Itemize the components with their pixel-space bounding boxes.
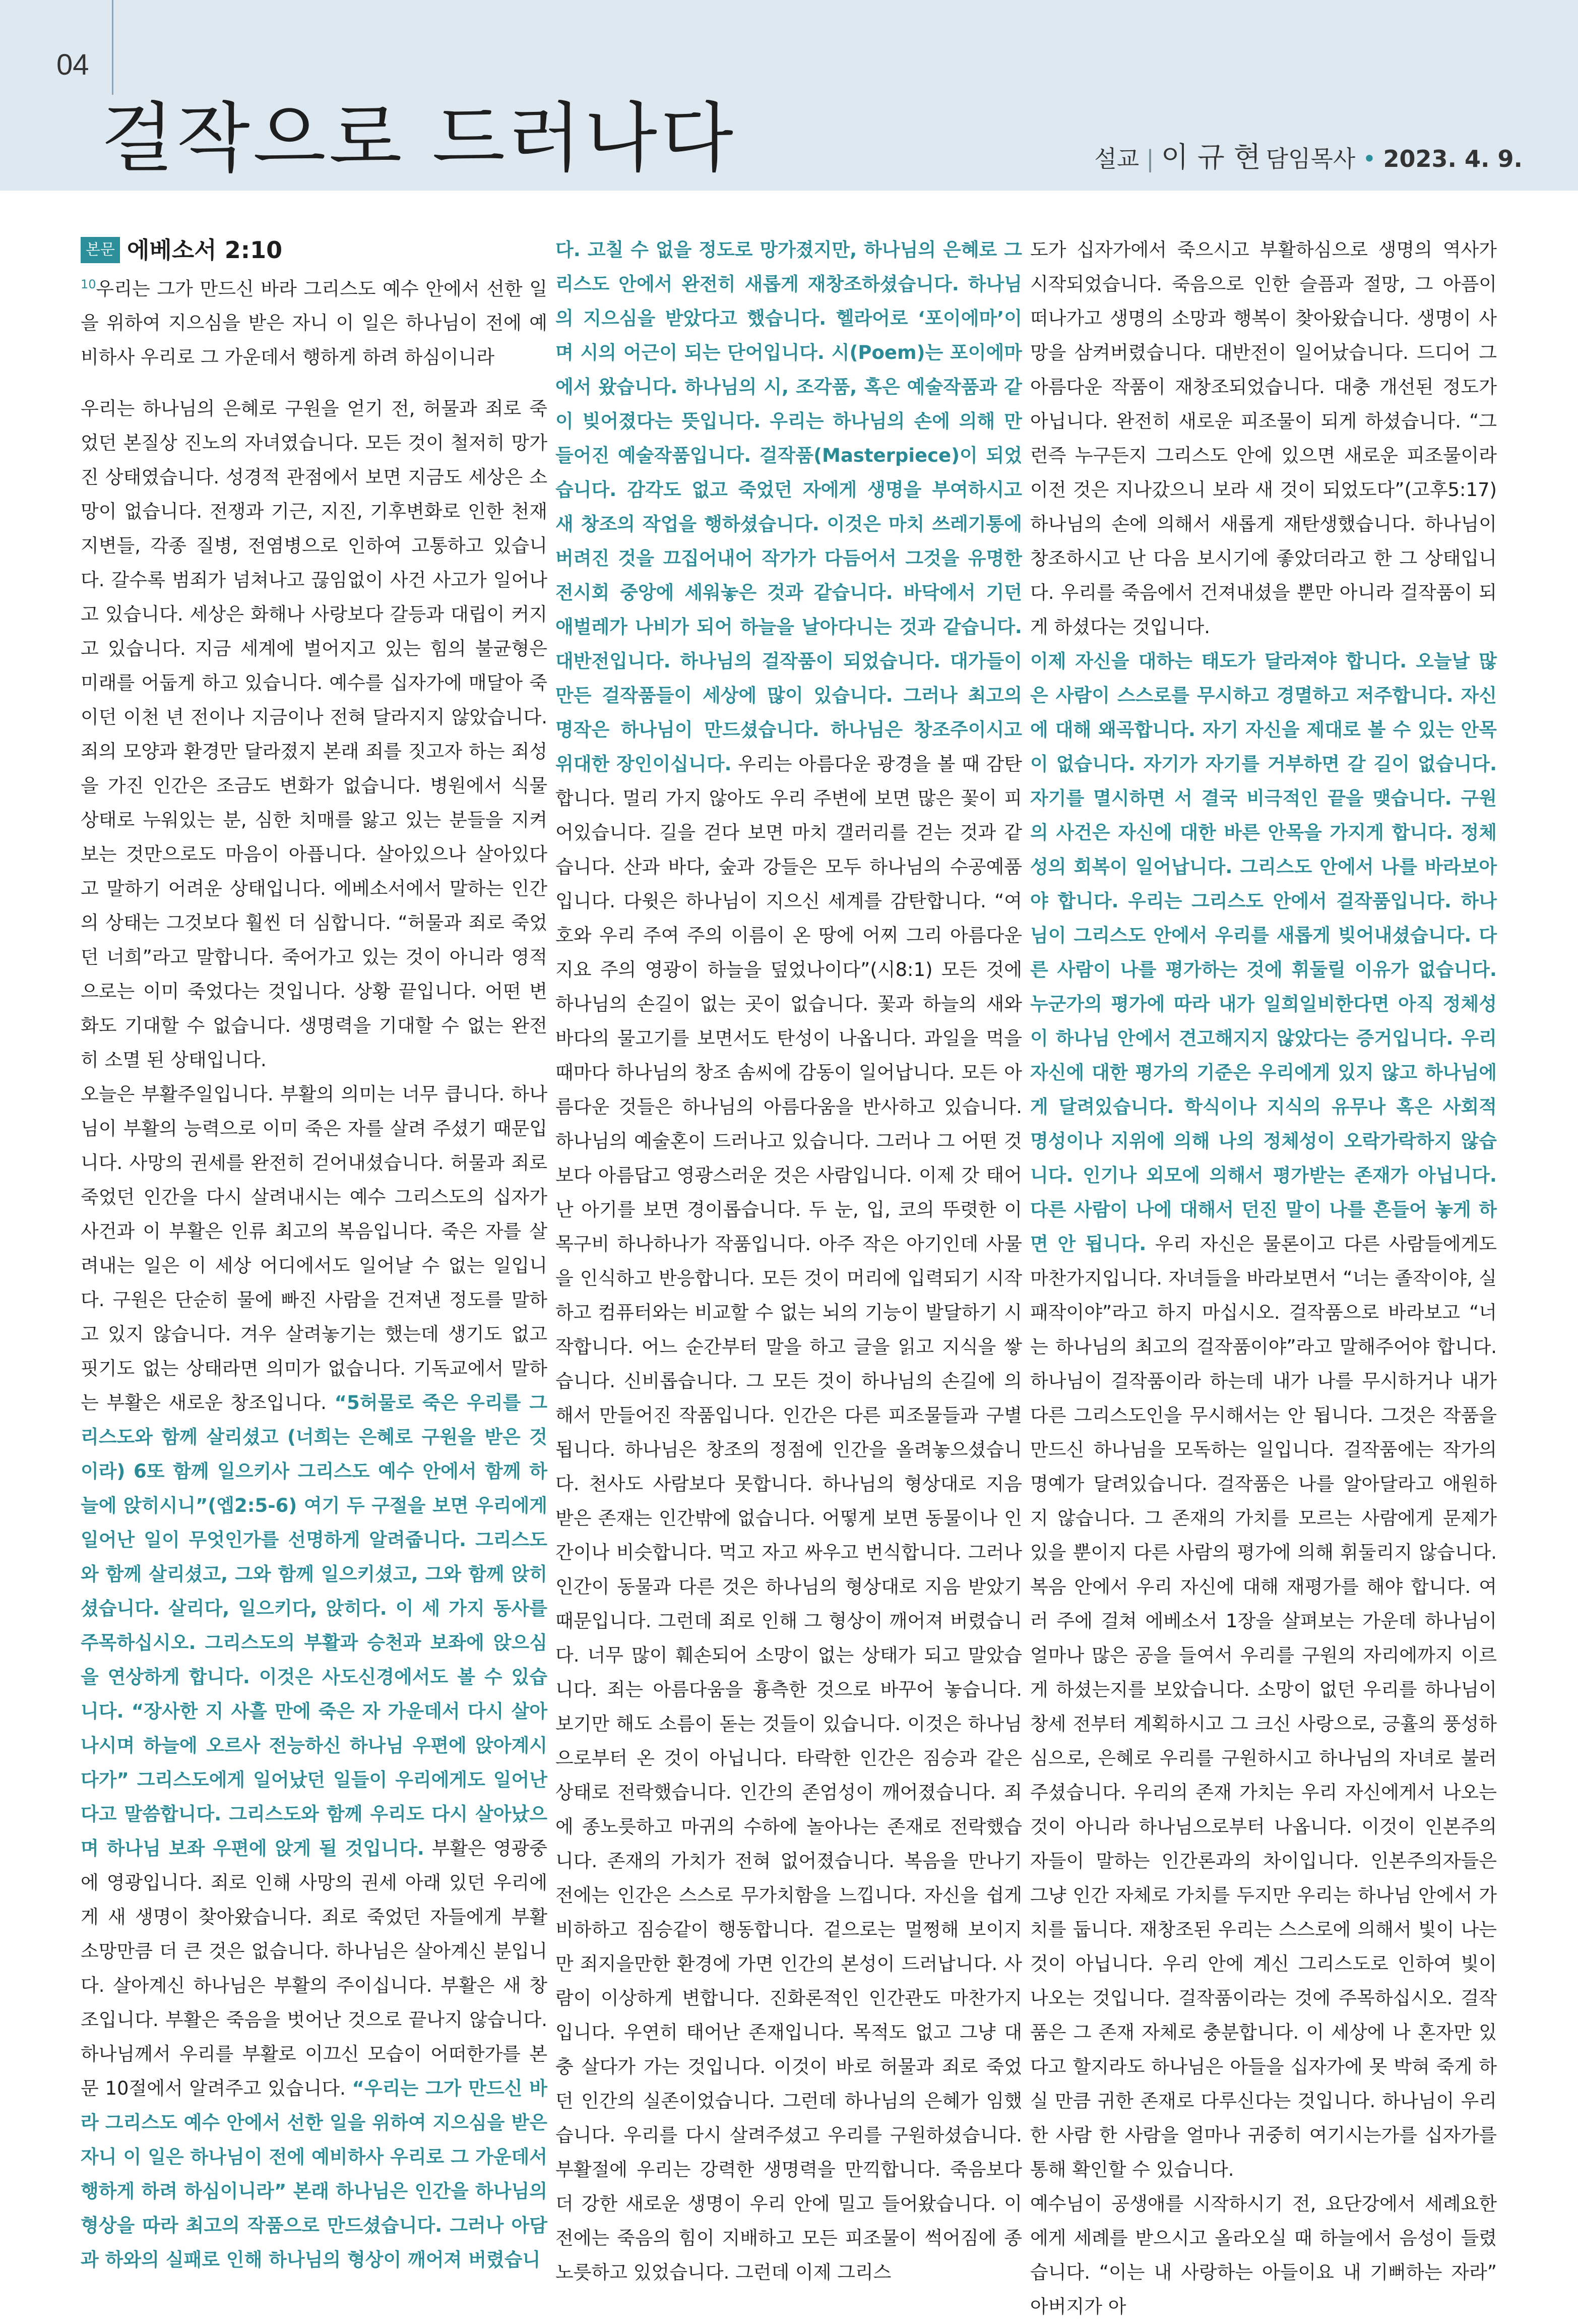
byline-separator: | (1146, 145, 1154, 172)
paragraph: 우리는 하나님의 은혜로 구원을 얻기 전, 허물과 죄로 죽었던 본질상 진노의 자녀였습니다. 모든 것이 철저히 망가진 상태였습니다. 성경적 관점에서 보면 지금도 세상은 소망이 없습니다. 전쟁과 기근, 지진, 기후변화로 인한 천재지변들, 각종 질병, 전염병으로 인하여 고통하고 있습니다. 갈수록 범죄가 넘쳐나고 끊임없이 사건 사고가 일어나고 있습니다. 세상은 화해나 사랑보다 갈등과 대립이 커지고 있습니다. 지금 세계에 벌어지고 있는 힘의 불균형은 미래를 어둡게 하고 있습니다. 예수를 십자가에 매달아 죽이던 이천 년 전이나 지금이나 전혀 달라지지 않았습니다. 죄의 모양과 환경만 달라졌지 본래 죄를 짓고자 하는 죄성을 가진 인간은 조금도 변화가 없습니다. 병원에서 식물 상태로 누워있는 분, 심한 치매를 앓고 있는 분들을 지켜보는 것만으로도 마음이 아픕니다. 살아있으나 살아있다고 말하기 어려운 상태입니다. 에베소서에서 말하는 인간의 상태는 그것보다 훨씬 더 심합니다. “허물과 죄로 죽었던 너희”라고 말합니다. 죽어가고 있는 것이 아니라 영적으로는 이미 죽었다는 것입니다. 상황 끝입니다. 어떤 변화도 기대할 수 없습니다. 생명력을 기대할 수 없는 완전히 소멸 된 상태입니다. (81, 398, 547, 1071)
byline-role: 설교 (1094, 145, 1140, 172)
scripture-tag: 본문 (81, 237, 120, 263)
highlight-text: 이제 자신을 대하는 태도가 달라져야 합니다. 오늘날 많은 사람이 스스로를 무시하고 경멸하고 저주합니다. 자신에 대해 왜곡합니다. 자기 자신을 제대로 볼 수 있는 안목이 없습니다. 자기가 자기를 거부하면 갈 길이 없습니다. 자기를 멸시하면 서 결국 비극적인 끝을 맺습니다. 구원의 사건은 자신에 대한 바른 안목을 가지게 합니다. 정체성의 회복이 일어납니다. 그리스도 안에서 나를 바라보아야 합니다. 우리는 그리스도 안에서 걸작품입니다. 하나님이 그리스도 안에서 우리를 새롭게 빚어내셨습니다. 다른 사람이 나를 평가하는 것에 휘둘릴 이유가 없습니다. 누군가의 평가에 따라 내가 일희일비한다면 아직 정체성이 하나님 안에서 견고해지지 않았다는 증거입니다. 우리 자신에 대한 평가의 기준은 우리에게 있지 않고 하나님에게 달려있습니다. 학식이나 지식의 유무나 혹은 사회적 명성이나 지위에 의해 나의 정체성이 오락가락하지 않습니다. 인기나 외모에 의해서 평가받는 존재가 아닙니다. 다른 사람이 나에 대해서 던진 말이 나를 흔들어 놓게 하면 안 됩니다. (1030, 650, 1497, 1255)
column-3 (1030, 233, 1497, 2324)
byline-dot: • (1362, 145, 1376, 172)
page-number: 04 (56, 48, 89, 81)
header-divider (112, 0, 113, 95)
scripture-text (81, 267, 547, 375)
highlight-text: (엡2:5-6) 여기 두 구절을 보면 우리에게 일어난 일이 무엇인가를 선명하게 알려줍니다. 그리스도와 함께 살리셨고, 그와 함께 일으키셨고, 그와 함께 앉히셨습니다. 살리다, 일으키다, 앉히다. 이 세 가지 동사를 주목하십시오. 그리스도의 부활과 승천과 보좌에 앉으심을 연상하게 합니다. 이것은 사도신경에서도 볼 수 있습니다. “장사한 지 사흘 만에 죽은 자 가운데서 다시 살아나시며 하늘에 오르사 전능하신 하나님 우편에 앉아계시다가” 그리스도에게 일어났던 일들이 우리에게도 일어난다고 말씀합니다. 그리스도와 함께 우리도 다시 살아났으며 하나님 보좌 우편에 앉게 될 것입니다. (81, 1495, 548, 1860)
scripture-reference: 에베소서 2:10 (127, 236, 283, 264)
highlight-quote: “우리는 그가 만드신 바라 그리스도 예수 안에서 선한 일을 위하여 지으심을 받은 자니 이 일은 하나님이 전에 예비하사 우리로 그 가운데서 행하게 하려 하심이니라” 본래 하나님은 인간을 하나님의 형상을 따라 최고의 작품으로 만드셨습니다. 그러나 아담과 하와의 실패로 인해 하나님의 형상이 깨어져 버렸습니 (81, 2077, 547, 2271)
sermon-byline (1094, 135, 1523, 175)
column-2 (555, 233, 1022, 2324)
verse-text: 우리는 그가 만드신 바라 그리스도 예수 안에서 선한 일을 위하여 지으심을 받은 자니 이 일은 하나님이 전에 예비하사 우리로 그 가운데서 행하게 하려 하심이니라 (81, 278, 547, 369)
page-title: 걸작으로 드러나다 (101, 95, 736, 182)
text-run: 우리는 아름다운 광경을 볼 때 감탄합니다. 멀리 가지 않아도 우리 주변에 보면 많은 꽃이 피어있습니다. 길을 걷다 보면 마치 갤러리를 걷는 것과 같습니다. 산과 바다, 숲과 강들은 모두 하나님의 수공예품입니다. 다윗은 하나님이 지으신 세계를 감탄합니다. “여호와 우리 주여 주의 이름이 온 땅에 어찌 그리 아름다운지요 주의 영광이 하늘을 덮었나이다”(시8:1) 모든 것에 하나님의 손길이 없는 곳이 없습니다. 꽃과 하늘의 새와 바다의 물고기를 보면서도 탄성이 나옵니다. 과일을 먹을 때마다 하나님의 창조 솜씨에 감동이 일어납니다. 모든 아름다운 것들은 하나님의 아름다움을 반사하고 있습니다. 하나님의 예술혼이 드러나고 있습니다. 그러나 그 어떤 것보다 아름답고 영광스러운 것은 사람입니다. 이제 갓 태어난 아기를 보면 경이롭습니다. 두 눈, 입, 코의 뚜렷한 이목구비 하나하나가 작품입니다. 아주 작은 아기인데 사물을 인식하고 반응합니다. 모든 것이 머리에 입력되기 시작하고 컴퓨터와는 비교할 수 없는 뇌의 기능이 발달하기 시작합니다. 어느 순간부터 말을 하고 글을 읽고 지식을 쌓습니다. 신비롭습니다. 그 모든 것이 하나님의 손길에 의해서 만들어진 작품입니다. 인간은 다른 피조물들과 구별됩니다. 하나님은 창조의 정점에 인간을 올려놓으셨습니다. 천사도 사람보다 못합니다. 하나님의 형상대로 지음 받은 존재는 인간밖에 없습니다. 어떻게 보면 동물이나 인간이나 비슷합니다. 먹고 자고 싸우고 번식합니다. 그러나 인간이 동물과 다른 것은 하나님의 형상대로 지음 받았기 때문입니다. 그런데 죄로 인해 그 형상이 깨어져 버렸습니다. 너무 많이 훼손되어 소망이 없는 상태가 되고 말았습니다. 죄는 아름다움을 흉측한 것으로 바꾸어 놓습니다. 보기만 해도 소름이 돋는 것들이 있습니다. 이것은 하나님으로부터 온 것이 아닙니다. 타락한 인간은 짐승과 같은 상태로 전락했습니다. 인간의 존엄성이 깨어졌습니다. 죄에 종노릇하고 마귀의 수하에 놀아나는 존재로 전락했습니다. 존재의 가치가 전혀 없어졌습니다. 복음을 만나기 전에는 인간은 스스로 무가치함을 느낍니다. 자신을 쉽게 비하하고 짐승같이 행동합니다. 겉으로는 멀쩡해 보이지만 죄지을만한 환경에 가면 인간의 본성이 드러납니다. 사람이 이상하게 변합니다. 진화론적인 인간관도 마찬가지입니다. 우연히 태어난 존재입니다. 목적도 없고 그냥 대충 살다가 가는 것입니다. 이것이 바로 허물과 죄로 죽었던 인간의 실존이었습니다. 그런데 하나님의 은혜가 임했습니다. 우리를 다시 살려주셨고 우리를 구원하셨습니다. 부활절에 우리는 강력한 생명력을 만끽합니다. 죽음보다 더 강한 새로운 생명이 우리 안에 밀고 들어왔습니다. 이전에는 죽음의 힘이 지배하고 모든 피조물이 썩어짐에 종노릇하고 있었습니다. 그런데 이제 그리스 (555, 753, 1022, 2283)
scripture-heading (81, 233, 547, 267)
sermon-date: 2023. 4. 9. (1383, 145, 1523, 172)
preacher-name: 이 규 현 (1161, 141, 1261, 174)
text-run: 부활은 영광중에 영광입니다. 죄로 인해 사망의 권세 아래 있던 우리에게 새 생명이 찾아왔습니다. 죄로 죽었던 자들에게 부활 소망만큼 더 큰 것은 없습니다. 하나님은 살아계신 분입니다. 살아계신 하나님은 부활의 주이십니다. 부활은 새 창조입니다. 부활은 죽음을 벗어난 것으로 끝나지 않습니다. 하나님께서 우리를 부활로 이끄신 모습이 어떠한가를 본문 10절에서 알려주고 있습니다. (81, 1838, 547, 2100)
highlight-quote: “5허물로 죽은 우리를 그리스도와 함께 살리셨고 (너희는 은혜로 구원을 받은 것이라) 6또 함께 일으키사 그리스도 예수 안에서 함께 하늘에 앉히시니” (81, 1392, 547, 1517)
paragraph (81, 1077, 547, 2277)
paragraph: 예수님이 공생애를 시작하시기 전, 요단강에서 세례요한에게 세례를 받으시고 올라오실 때 하늘에서 음성이 들렸습니다. “이는 내 사랑하는 아들이요 내 기뻐하는 자라” 아버지가 아 (1030, 2193, 1497, 2317)
preacher-title: 담임목사 (1266, 145, 1356, 172)
text-run: 오늘은 부활주일입니다. 부활의 의미는 너무 큽니다. 하나님이 부활의 능력으로 이미 죽은 자를 살려 주셨기 때문입니다. 사망의 권세를 완전히 걷어내셨습니다. 허물과 죄로 죽었던 인간을 다시 살려내시는 예수 그리스도의 십자가 사건과 이 부활은 인류 최고의 복음입니다. 죽은 자를 살려내는 일은 이 세상 어디에서도 일어날 수 없는 일입니다. 구원은 단순히 물에 빠진 사람을 건져낸 정도를 말하고 있지 않습니다. 겨우 살려놓기는 했는데 생기도 없고 핏기도 없는 상태라면 의미가 없습니다. 기독교에서 말하는 부활은 새로운 창조입니다. (81, 1083, 547, 1414)
highlight-text: 다. 고칠 수 없을 정도로 망가졌지만, 하나님의 은혜로 그리스도 안에서 완전히 새롭게 재창조하셨습니다. 하나님의 지으심을 받았다고 했습니다. 헬라어로 ‘포이에마’이며 시의 어근이 되는 단어입니다. 시(Poem)는 포이에마에서 왔습니다. 하나님의 시, 조각품, 혹은 예술작품과 같이 빚어졌다는 뜻입니다. 우리는 하나님의 손에 의해 만들어진 예술작품입니다. 걸작품(Masterpiece)이 되었습니다. 감각도 없고 죽었던 자에게 생명을 부여하시고 새 창조의 작업을 행하셨습니다. 이것은 마치 쓰레기통에 버려진 것을 끄집어내어 작가가 다듬어서 그것을 유명한 전시회 중앙에 세워놓은 것과 같습니다. 바닥에서 기던 애벌레가 나비가 되어 하늘을 날아다니는 것과 같습니다. 대반전입니다. 하나님의 걸작품이 되었습니다. 대가들이 만든 걸작품들이 세상에 많이 있습니다. 그러나 최고의 명작은 하나님이 만드셨습니다. 하나님은 창조주이시고 위대한 장인이십니다. (555, 239, 1022, 775)
column-1 (81, 233, 547, 2324)
paragraph (1030, 644, 1497, 2187)
paragraph: 도가 십자가에서 죽으시고 부활하심으로 생명의 역사가 시작되었습니다. 죽음으로 인한 슬픔과 절망, 그 아픔이 떠나가고 생명의 소망과 행복이 찾아왔습니다. 생명이 사망을 삼켜버렸습니다. 대반전이 일어났습니다. 드디어 그 아름다운 작품이 재창조되었습니다. 대충 개선된 정도가 아닙니다. 완전히 새로운 피조물이 되게 하셨습니다. “그런즉 누구든지 그리스도 안에 있으면 새로운 피조물이라 이전 것은 지나갔으니 보라 새 것이 되었도다”(고후5:17) 하나님의 손에 의해서 새롭게 재탄생했습니다. 하나님이 창조하시고 난 다음 보시기에 좋았더라고 한 그 상태입니다. 우리를 죽음에서 건져내셨을 뿐만 아니라 걸작품이 되게 하셨다는 것입니다. (1030, 239, 1497, 638)
text-run: 우리 자신은 물론이고 다른 사람들에게도 마찬가지입니다. 자녀들을 바라보면서 “너는 졸작이야, 실패작이야”라고 하지 마십시오. 걸작품으로 바라보고 “너는 하나님의 최고의 걸작품이야”라고 말해주어야 합니다. 하나님이 걸작품이라 하는데 내가 나를 무시하거나 내가 다른 그리스도인을 무시해서는 안 됩니다. 그것은 작품을 만드신 하나님을 모독하는 일입니다. 걸작품에는 작가의 명예가 달려있습니다. 걸작품은 나를 알아달라고 애원하지 않습니다. 그 존재의 가치를 모르는 사람에게 문제가 있을 뿐이지 다른 사람의 평가에 의해 휘둘리지 않습니다. 복음 안에서 우리 자신에 대해 재평가를 해야 합니다. 여러 주에 걸쳐 에베소서 1장을 살펴보는 가운데 하나님이 얼마나 많은 공을 들여서 우리를 구원의 자리에까지 이르게 하셨는지를 보았습니다. 소망이 없던 우리를 하나님이 창세 전부터 계획하시고 그 크신 사랑으로, 긍휼의 풍성하심으로, 은혜로 우리를 구원하시고 하나님의 자녀로 불러 주셨습니다. 우리의 존재 가치는 우리 자신에게서 나오는 것이 아니라 하나님으로부터 나옵니다. 이것이 인본주의자들이 말하는 인간론과의 차이입니다. 인본주의자들은 그냥 인간 자체로 가치를 두지만 우리는 하나님 안에서 가치를 둡니다. 재창조된 우리는 스스로에 의해서 빛이 나는 것이 아닙니다. 우리 안에 계신 그리스도로 인하여 빛이 나오는 것입니다. 걸작품이라는 것에 주목하십시오. 걸작품은 그 존재 자체로 충분합니다. 이 세상에 나 혼자만 있다고 할지라도 하나님은 아들을 십자가에 못 박혀 죽게 하실 만큼 귀한 존재로 다루신다는 것입니다. 하나님이 우리 한 사람 한 사람을 얼마나 귀중히 여기시는가를 십자가를 통해 확인할 수 있습니다. (1030, 1233, 1497, 2180)
article-body (81, 233, 1497, 2317)
paragraph (555, 233, 1022, 2290)
verse-number: 10 (81, 277, 96, 291)
